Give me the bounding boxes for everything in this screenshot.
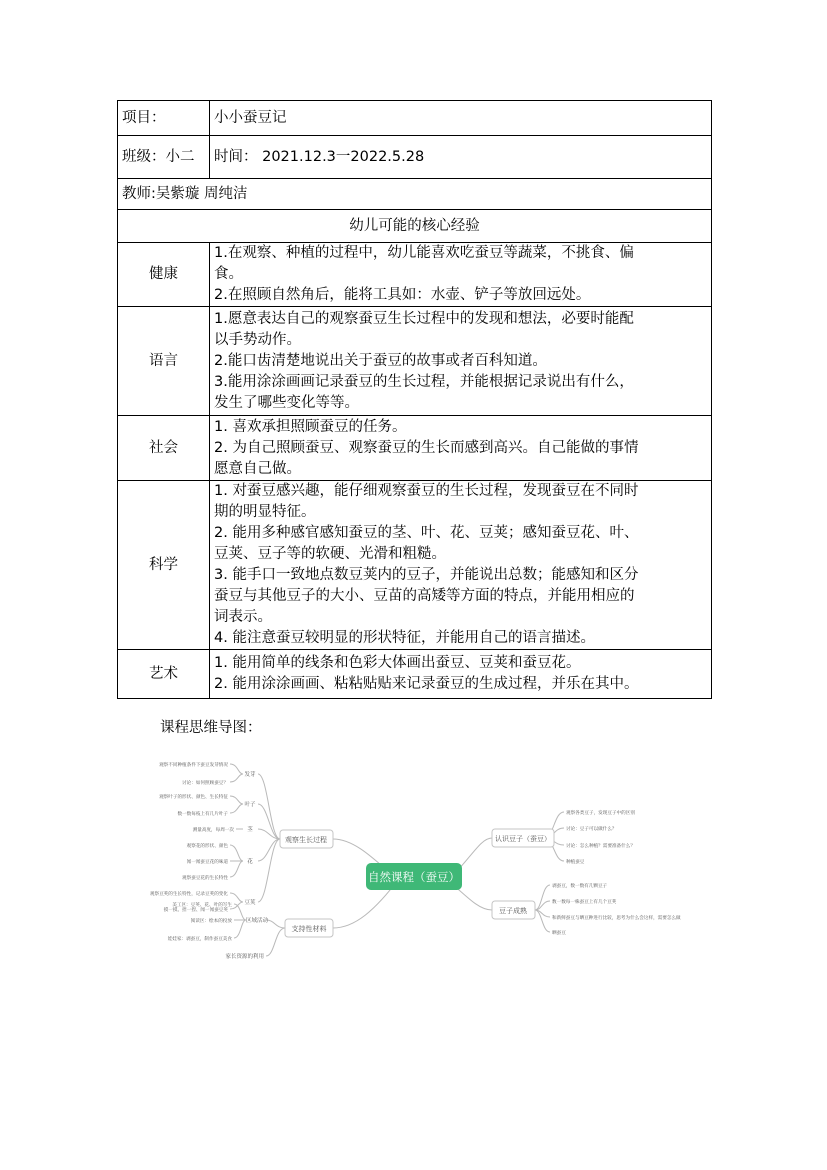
branch-label: 支持性材料 [291, 925, 327, 933]
area-row-language [118, 307, 712, 416]
sub-label: 豆荚 [244, 900, 256, 906]
content-line: 发生了哪些变化等等。 [214, 394, 359, 411]
content-line: 词表示。 [214, 609, 272, 625]
mindmap-title: 课程思维导图： [160, 720, 262, 736]
leaf-label: 观察豆荚的生长特性，记录豆荚的变化 [149, 892, 228, 897]
content-line: 以手势动作。 [214, 331, 301, 348]
leaf-label: 测量高度，每周一次 [192, 828, 234, 833]
branch-label: 豆子成熟 [499, 907, 527, 915]
sub-label: 花 [247, 859, 253, 865]
content-line: 期的明显特征。 [214, 504, 316, 520]
content-line: 1. 对蚕豆感兴趣，能仔细观察蚕豆的生长过程，发现蚕豆在不同时 [214, 483, 639, 499]
leaf-label: 讨论：怎么种植？需要准备什么？ [566, 844, 635, 849]
leaf-label: 摸一摸、捏一捏、闻一闻蚕豆荚 [163, 908, 228, 913]
teacher-value: 教师:吴紫璇 周纯洁 [118, 179, 712, 210]
leaf-label: 和新鲜蚕豆与晒豆种进行比较，思考为什么会这样，需要怎么做 [552, 916, 681, 921]
course-mindmap [140, 750, 720, 1000]
class-label: 班级：小二 [118, 136, 210, 179]
leaf-label: 剥蚕豆，数一数有几颗豆子 [552, 884, 608, 889]
leaf-label: 观察不同种植条件下蚕豆发芽情况 [159, 763, 228, 768]
content-line: 2. 能用多种感官感知蚕豆的茎、叶、花、豆荚；感知蚕豆花、叶、 [214, 525, 639, 541]
leaf-label: 观察花的形状、颜色 [186, 844, 228, 849]
leaf-label: 讨论：豆子可以做什么？ [566, 827, 617, 832]
leaf-label: 观察蚕豆花的生长特性 [182, 876, 228, 881]
content-line: 1. 能用简单的线条和色彩大体画出蚕豆、豆荚和蚕豆花。 [214, 655, 581, 671]
area-row-art [118, 650, 712, 699]
leaf-label: 阅读区：绘本的投放 [190, 919, 232, 924]
content-line: 2.能口齿清楚地说出关于蚕豆的故事或者百科知道。 [214, 352, 547, 369]
root-label: 自然课程（蚕豆） [368, 870, 460, 884]
content-line: 食。 [214, 266, 243, 282]
content-line: 2.在照顾自然角后，能将工具如：水壶、铲子等放回远处。 [214, 287, 591, 303]
leaf-label: 闻一闻蚕豆花的味道 [186, 860, 228, 865]
area-row-health [118, 243, 712, 307]
area-content [210, 481, 712, 650]
leaf-label: 种植蚕豆 [566, 860, 585, 865]
area-content [210, 243, 712, 307]
content-line: 2. 为自己照顾蚕豆、观察蚕豆的生长而感到高兴。自己能做的事情 [214, 439, 639, 456]
leaf-label: 娃娃家：剥蚕豆，制作蚕豆美食 [167, 937, 232, 942]
content-line: 3. 能手口一致地点数豆荚内的豆子，并能说出总数；能感知和区分 [214, 567, 639, 583]
mindmap-connectors [230, 764, 564, 956]
area-content [210, 416, 712, 481]
area-content [210, 650, 712, 699]
project-value: 小小蚕豆记 [210, 101, 712, 136]
area-row-science [118, 481, 712, 650]
leaf-label: 数一数每枝上有几片叶子 [177, 812, 228, 817]
sub-label: 叶子 [244, 802, 256, 808]
leaf-label: 美工区：豆荚、花、叶的写生 [172, 903, 232, 908]
sub-label: 发芽 [244, 772, 256, 778]
content-line: 蚕豆与其他豆子的大小、豆苗的高矮等方面的特点，并能用相应的 [214, 588, 635, 604]
sub-label: 家长资源的利用 [225, 954, 264, 960]
leaf-label: 观察叶子的形状、颜色、生长特征 [159, 795, 228, 800]
time-value: 时间： 2021.12.3一2022.5.28 [210, 136, 712, 179]
leaf-label: 观察各类豆子，发现豆子中的区别 [566, 811, 635, 816]
leaf-label: 晒蚕豆 [552, 931, 566, 936]
area-row-social [118, 416, 712, 481]
project-label: 项目： [118, 101, 210, 136]
content-line: 3.能用涂涂画画记录蚕豆的生长过程，并能根据记录说出有什么， [214, 373, 634, 390]
area-name: 科学 [118, 481, 210, 650]
course-plan-table [117, 100, 712, 699]
area-name: 语言 [118, 307, 210, 416]
content-line: 1. 喜欢承担照顾蚕豆的任务。 [214, 418, 407, 435]
leaf-label: 讨论：如何照顾蚕豆？ [182, 781, 228, 786]
area-name: 社会 [118, 416, 210, 481]
leaf-label: 数一数每一株蚕豆上有几个豆荚 [552, 900, 617, 905]
content-line: 2. 能用涂涂画画、粘粘贴贴来记录蚕豆的生成过程，并乐在其中。 [214, 676, 639, 692]
sub-label: 茎 [247, 827, 253, 833]
content-line: 1.在观察、种植的过程中，幼儿能喜欢吃蚕豆等蔬菜，不挑食、偏 [214, 245, 634, 261]
core-experience-header: 幼儿可能的核心经验 [118, 210, 712, 243]
content-line: 4. 能注意蚕豆较明显的形状特征，并能用自己的语言描述。 [214, 630, 595, 646]
area-name: 艺术 [118, 650, 210, 699]
branch-label: 观察生长过程 [285, 836, 327, 844]
area-content [210, 307, 712, 416]
content-line: 愿意自己做。 [214, 460, 301, 477]
branch-label: 认识豆子（蚕豆） [495, 835, 551, 843]
sub-label: 区域活动 [245, 918, 269, 924]
content-line: 豆荚、豆子等的软硬、光滑和粗糙。 [214, 546, 446, 562]
content-line: 1.愿意表达自己的观察蚕豆生长过程中的发现和想法，必要时能配 [214, 310, 634, 327]
area-name: 健康 [118, 243, 210, 307]
